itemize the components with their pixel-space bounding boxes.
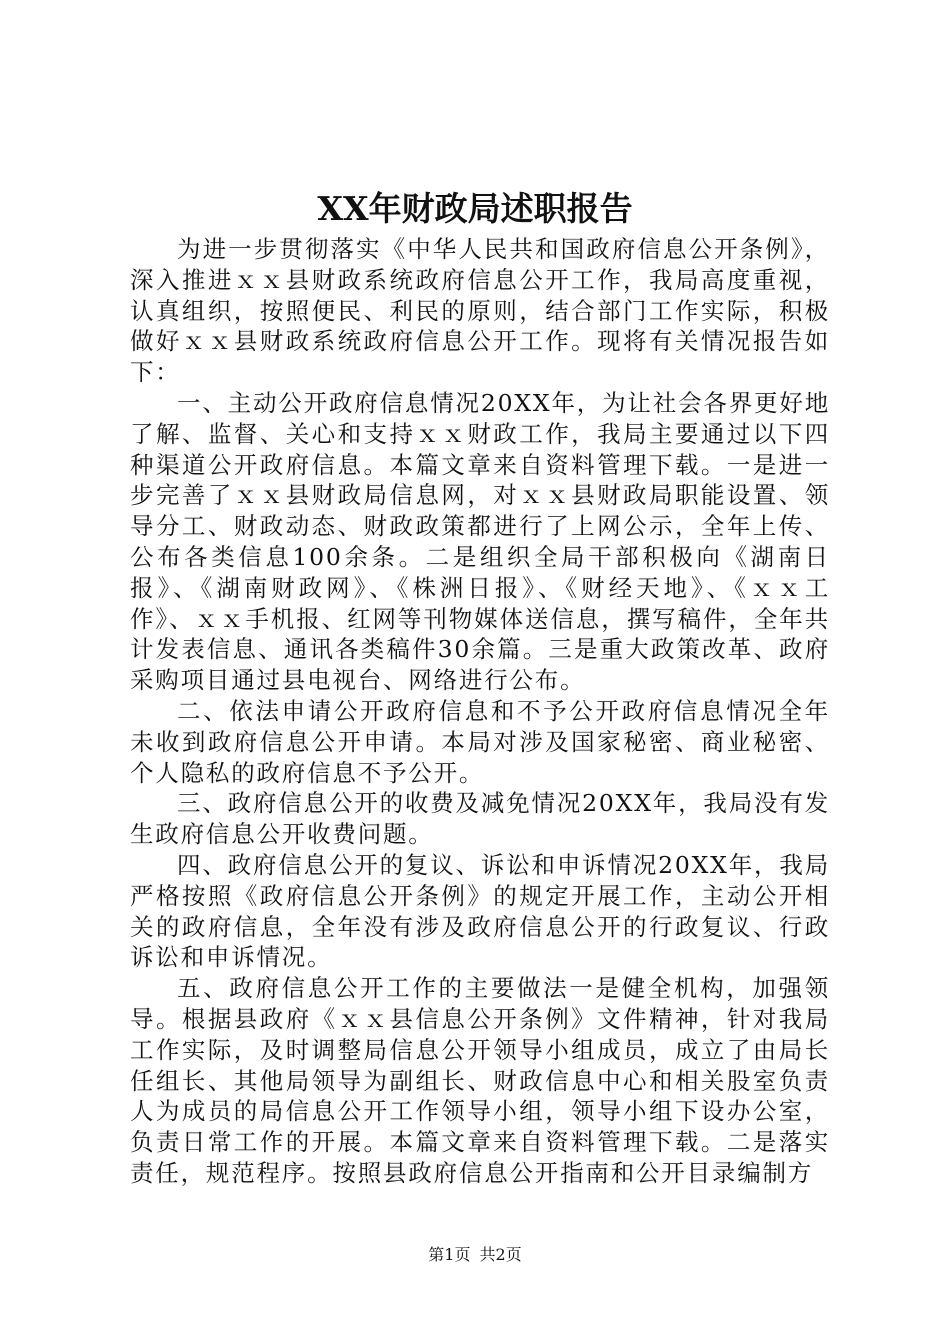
document-title: XX年财政局述职报告 — [317, 189, 633, 228]
page-number-current: 第1页 — [428, 1245, 471, 1264]
paragraph-section-5: 五、政府信息公开工作的主要做法一是健全机构，加强领导。根据县政府《ｘｘ县信息公开条例》文件精神，针对我局工作实际，及时调整局信息公开领导小组成员，成立了由局长任组长、其他局领导为副组长、财政信息中心和相关股室负责人为成员的局信息公开工作领导小组，领导小组下设办公室，负责日常工作的开展。本篇文章来自资料管理下载。二是落实责任，规范程序。按照县政府信息公开指南和公开目录编制方 — [130, 974, 830, 1187]
paragraph-section-1: 一、主动公开政府信息情况20XX年，为让社会各界更好地了解、监督、关心和支持ｘｘ财政工作，我局主要通过以下四种渠道公开政府信息。本篇文章来自资料管理下载。一是进一步完善了ｘｘ县财政局信息网，对ｘｘ县财政局职能设置、领导分工、财政动态、财政政策都进行了上网公示，全年上传、公布各类信息100余条。二是组织全局干部积极向《湖南日报》、《湖南财政网》、《株洲日报》、《财经天地》、《ｘｘ工作》、ｘｘ手机报、红网等刊物媒体送信息，撰写稿件，全年共计发表信息、通讯各类稿件30余篇。三是重大政策改革、政府采购项目通过县电视台、网络进行公布。 — [130, 388, 830, 695]
page-footer — [0, 1243, 950, 1267]
paragraph-section-3: 三、政府信息公开的收费及减免情况20XX年，我局没有发生政府信息公开收费问题。 — [130, 789, 830, 849]
document-body — [130, 234, 830, 1189]
paragraph-intro: 为进一步贯彻落实《中华人民共和国政府信息公开条例》，深入推进ｘｘ县财政系统政府信息公开工作，我局高度重视，认真组织，按照便民、利民的原则，结合部门工作实际，积极做好ｘｘ县财政系统政府信息公开工作。现将有关情况报告如下： — [130, 235, 830, 387]
paragraph-section-4: 四、政府信息公开的复议、诉讼和申诉情况20XX年，我局严格按照《政府信息公开条例》的规定开展工作，主动公开相关的政府信息，全年没有涉及政府信息公开的行政复议、行政诉讼和申诉情况。 — [130, 850, 830, 972]
page-number-total: 共2页 — [479, 1245, 522, 1264]
paragraph-section-2: 二、依法申请公开政府信息和不予公开政府信息情况全年未收到政府信息公开申请。本局对涉及国家秘密、商业秘密、个人隐私的政府信息不予公开。 — [130, 696, 830, 787]
